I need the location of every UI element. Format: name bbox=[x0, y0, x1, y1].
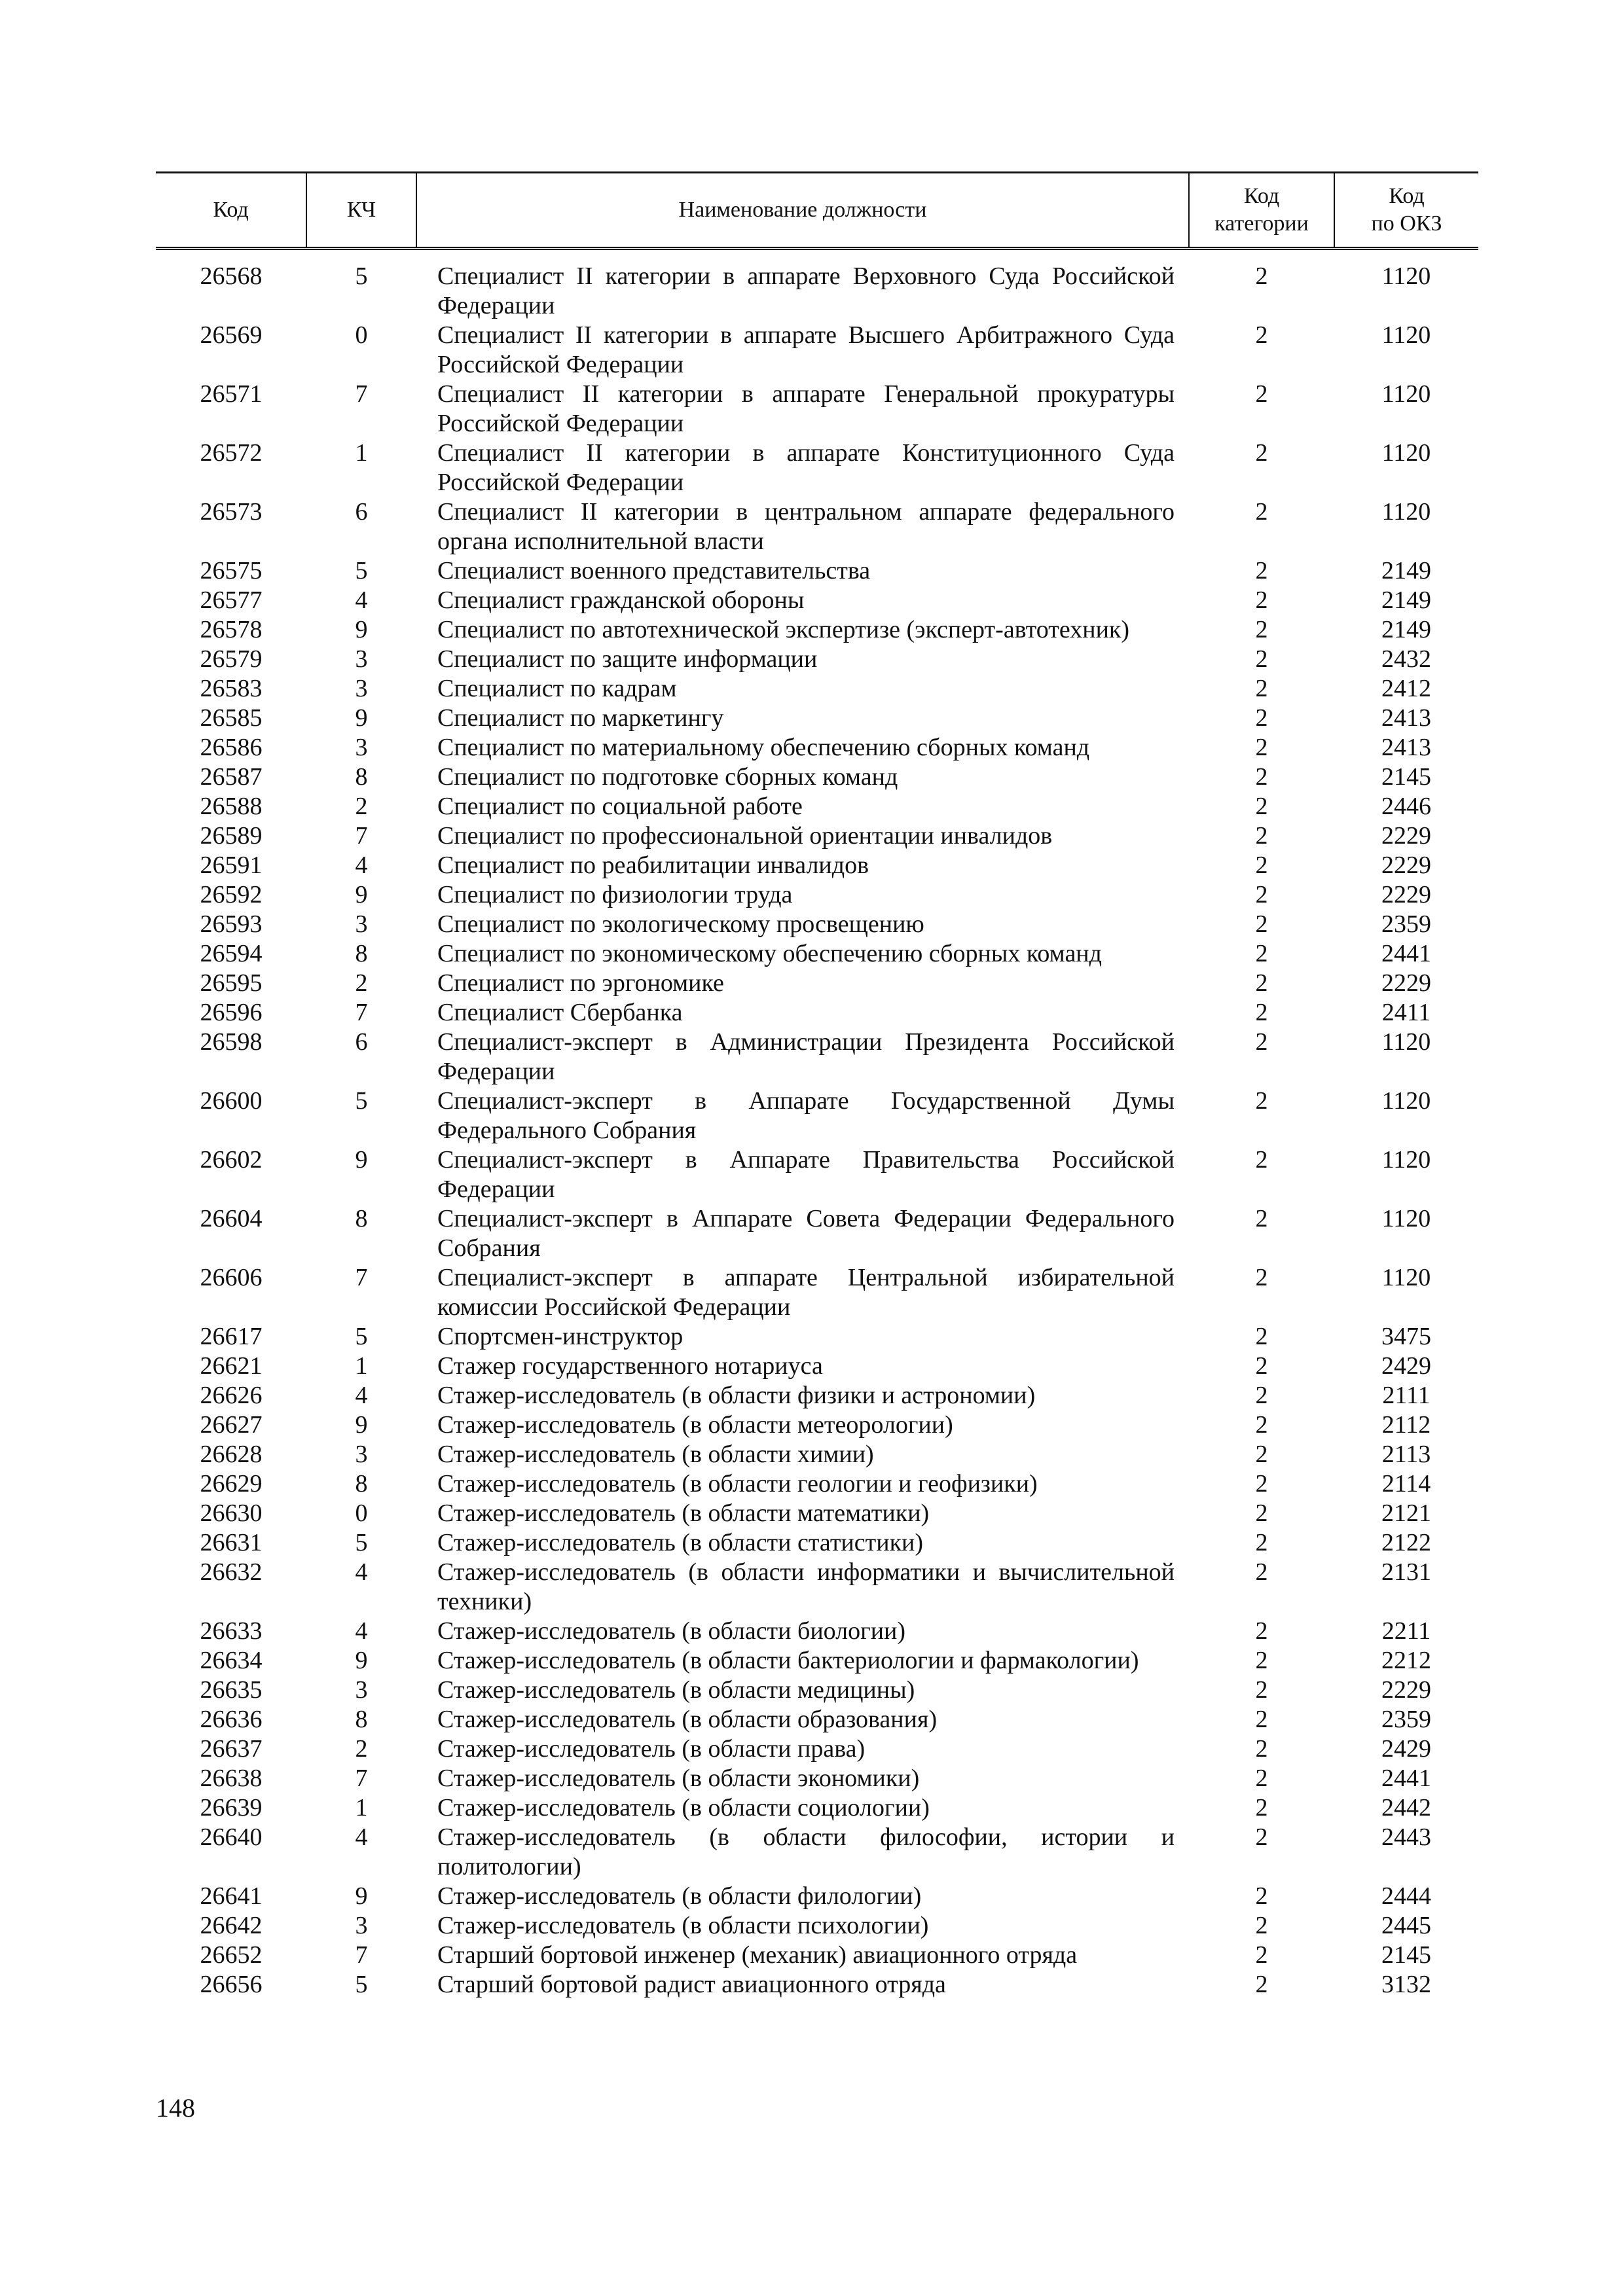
table-row bbox=[156, 1705, 1478, 1734]
cell-category: 2 bbox=[1255, 881, 1268, 908]
cell-code: 26641 bbox=[200, 1882, 263, 1910]
cell-position-name: Специалист II категории в аппарате Конституционного Суда Российской Федерации bbox=[437, 439, 1175, 496]
cell-position-name: Стажер государственного нотариуса bbox=[437, 1352, 823, 1380]
cell-code: 26630 bbox=[200, 1499, 263, 1527]
table-row bbox=[156, 1882, 1478, 1911]
positions-table bbox=[156, 171, 1478, 2000]
cell-position-name: Стажер-исследователь (в области социологии) bbox=[437, 1794, 930, 1821]
document-page bbox=[156, 171, 1478, 2000]
cell-kch: 8 bbox=[355, 1706, 368, 1733]
cell-position-name: Старший бортовой инженер (механик) авиационного отряда bbox=[437, 1941, 1078, 1969]
cell-kch: 4 bbox=[355, 1823, 368, 1851]
cell-kch: 1 bbox=[355, 439, 368, 467]
cell-category: 2 bbox=[1255, 675, 1268, 702]
table-row bbox=[156, 1204, 1478, 1263]
table-row bbox=[156, 1322, 1478, 1352]
table-row bbox=[156, 1617, 1478, 1646]
cell-position-name: Стажер-исследователь (в области права) bbox=[437, 1735, 866, 1763]
cell-category: 2 bbox=[1255, 557, 1268, 584]
cell-position-name: Стажер-исследователь (в области метеорологии) bbox=[437, 1411, 953, 1439]
table-row bbox=[156, 1823, 1478, 1882]
cell-okz: 2111 bbox=[1382, 1382, 1431, 1409]
cell-code: 26627 bbox=[200, 1411, 263, 1439]
table-row bbox=[156, 910, 1478, 939]
cell-position-name: Специалист-эксперт в Аппарате Государственной Думы Федерального Собрания bbox=[437, 1087, 1175, 1144]
cell-position-name: Стажер-исследователь (в области математики) bbox=[437, 1499, 930, 1527]
cell-okz: 2359 bbox=[1381, 910, 1431, 938]
cell-okz: 2413 bbox=[1381, 734, 1431, 761]
table-row bbox=[156, 1734, 1478, 1764]
cell-category: 2 bbox=[1255, 1529, 1268, 1556]
cell-code: 26626 bbox=[200, 1382, 263, 1409]
cell-okz: 1120 bbox=[1381, 1028, 1431, 1056]
cell-position-name: Специалист по профессиональной ориентации инвалидов bbox=[437, 822, 1053, 850]
table-row bbox=[156, 321, 1478, 380]
table-row bbox=[156, 1764, 1478, 1793]
cell-position-name: Стажер-исследователь (в области образования) bbox=[437, 1706, 938, 1733]
cell-code: 26568 bbox=[200, 262, 263, 290]
cell-position-name: Стажер-исследователь (в области экономики) bbox=[437, 1765, 920, 1792]
table-row bbox=[156, 645, 1478, 674]
cell-code: 26621 bbox=[200, 1352, 263, 1380]
cell-kch: 8 bbox=[355, 940, 368, 967]
cell-position-name: Специалист военного представительства bbox=[437, 557, 871, 584]
table-row bbox=[156, 1263, 1478, 1322]
cell-okz: 2441 bbox=[1381, 1765, 1431, 1792]
cell-code: 26575 bbox=[200, 557, 263, 584]
cell-position-name: Специалист-эксперт в Аппарате Совета Федерации Федерального Собрания bbox=[437, 1205, 1175, 1262]
cell-category: 2 bbox=[1255, 1706, 1268, 1733]
table-row bbox=[156, 704, 1478, 733]
cell-kch: 9 bbox=[355, 1146, 368, 1174]
cell-category: 2 bbox=[1255, 1676, 1268, 1704]
cell-category: 2 bbox=[1255, 1971, 1268, 1998]
table-row bbox=[156, 556, 1478, 586]
cell-code: 26583 bbox=[200, 675, 263, 702]
table-row bbox=[156, 1499, 1478, 1528]
cell-position-name: Специалист по подготовке сборных команд bbox=[437, 763, 898, 791]
cell-code: 26596 bbox=[200, 999, 263, 1026]
table-row bbox=[156, 1558, 1478, 1617]
cell-kch: 7 bbox=[355, 1264, 368, 1291]
cell-position-name: Специалист II категории в аппарате Генеральной прокуратуры Российской Федерации bbox=[437, 380, 1175, 437]
cell-okz: 2411 bbox=[1381, 999, 1431, 1026]
cell-position-name: Стажер-исследователь (в области медицины) bbox=[437, 1676, 915, 1704]
cell-category: 2 bbox=[1255, 380, 1268, 408]
cell-category: 2 bbox=[1255, 1470, 1268, 1498]
cell-position-name: Стажер-исследователь (в области геологии и геофизики) bbox=[437, 1470, 1038, 1498]
cell-position-name: Специалист по кадрам bbox=[437, 675, 677, 702]
cell-category: 2 bbox=[1255, 999, 1268, 1026]
cell-okz: 3132 bbox=[1381, 1971, 1431, 1998]
cell-okz: 2445 bbox=[1381, 1912, 1431, 1939]
header-okz: Код по ОКЗ bbox=[1334, 173, 1478, 249]
cell-position-name: Стажер-исследователь (в области биологии) bbox=[437, 1617, 906, 1645]
cell-okz: 2229 bbox=[1381, 881, 1431, 908]
cell-category: 2 bbox=[1255, 1146, 1268, 1174]
table-row bbox=[156, 586, 1478, 615]
cell-okz: 2229 bbox=[1381, 1676, 1431, 1704]
table-row bbox=[156, 939, 1478, 969]
cell-code: 26571 bbox=[200, 380, 263, 408]
cell-category: 2 bbox=[1255, 321, 1268, 349]
cell-okz: 2229 bbox=[1381, 852, 1431, 879]
cell-position-name: Специалист по экономическому обеспечению сборных команд bbox=[437, 940, 1102, 967]
table-row bbox=[156, 439, 1478, 497]
cell-category: 2 bbox=[1255, 1264, 1268, 1291]
cell-code: 26604 bbox=[200, 1205, 263, 1232]
cell-kch: 5 bbox=[355, 1087, 368, 1115]
cell-kch: 7 bbox=[355, 380, 368, 408]
cell-position-name: Стажер-исследователь (в области бактериологии и фармакологии) bbox=[437, 1647, 1139, 1674]
cell-category: 2 bbox=[1255, 616, 1268, 643]
cell-category: 2 bbox=[1255, 910, 1268, 938]
cell-kch: 5 bbox=[355, 262, 368, 290]
cell-code: 26589 bbox=[200, 822, 263, 850]
cell-position-name: Специалист по защите информации bbox=[437, 645, 818, 673]
cell-position-name: Специалист Сбербанка bbox=[437, 999, 683, 1026]
cell-code: 26631 bbox=[200, 1529, 263, 1556]
cell-okz: 2149 bbox=[1381, 557, 1431, 584]
table-row bbox=[156, 1440, 1478, 1469]
cell-code: 26585 bbox=[200, 704, 263, 732]
cell-category: 2 bbox=[1255, 1323, 1268, 1350]
cell-okz: 1120 bbox=[1381, 439, 1431, 467]
cell-code: 26579 bbox=[200, 645, 263, 673]
cell-okz: 2114 bbox=[1381, 1470, 1431, 1498]
cell-okz: 2429 bbox=[1381, 1735, 1431, 1763]
cell-code: 26586 bbox=[200, 734, 263, 761]
cell-okz: 2122 bbox=[1381, 1529, 1431, 1556]
cell-code: 26578 bbox=[200, 616, 263, 643]
cell-kch: 0 bbox=[355, 321, 368, 349]
cell-kch: 6 bbox=[355, 498, 368, 526]
cell-kch: 4 bbox=[355, 1617, 368, 1645]
cell-kch: 2 bbox=[355, 1735, 368, 1763]
cell-kch: 5 bbox=[355, 1323, 368, 1350]
cell-position-name: Специалист-эксперт в аппарате Центральной избирательной комиссии Российской Федерации bbox=[437, 1264, 1175, 1321]
cell-kch: 3 bbox=[355, 1676, 368, 1704]
cell-kch: 2 bbox=[355, 793, 368, 820]
cell-code: 26569 bbox=[200, 321, 263, 349]
cell-okz: 1120 bbox=[1381, 1205, 1431, 1232]
cell-code: 26592 bbox=[200, 881, 263, 908]
header-code: Код bbox=[156, 173, 306, 249]
cell-kch: 5 bbox=[355, 557, 368, 584]
cell-position-name: Специалист по социальной работе bbox=[437, 793, 803, 820]
cell-kch: 3 bbox=[355, 1912, 368, 1939]
table-row bbox=[156, 615, 1478, 645]
cell-code: 26588 bbox=[200, 793, 263, 820]
table-row bbox=[156, 1028, 1478, 1086]
cell-kch: 4 bbox=[355, 586, 368, 614]
cell-okz: 2359 bbox=[1381, 1706, 1431, 1733]
table-header bbox=[156, 173, 1478, 249]
cell-code: 26636 bbox=[200, 1706, 263, 1733]
cell-category: 2 bbox=[1255, 439, 1268, 467]
cell-kch: 8 bbox=[355, 1205, 368, 1232]
cell-okz: 3475 bbox=[1381, 1323, 1431, 1350]
table-row bbox=[156, 880, 1478, 910]
cell-position-name: Специалист по реабилитации инвалидов bbox=[437, 852, 869, 879]
cell-kch: 7 bbox=[355, 1765, 368, 1792]
cell-position-name: Специалист II категории в аппарате Верховного Суда Российской Федерации bbox=[437, 262, 1175, 319]
cell-kch: 2 bbox=[355, 969, 368, 997]
cell-code: 26628 bbox=[200, 1441, 263, 1468]
cell-okz: 2413 bbox=[1381, 704, 1431, 732]
cell-okz: 2441 bbox=[1381, 940, 1431, 967]
page-number: 148 bbox=[156, 2093, 195, 2123]
cell-category: 2 bbox=[1255, 1647, 1268, 1674]
cell-okz: 2442 bbox=[1381, 1794, 1431, 1821]
cell-kch: 9 bbox=[355, 704, 368, 732]
cell-category: 2 bbox=[1255, 1912, 1268, 1939]
cell-category: 2 bbox=[1255, 1558, 1268, 1586]
table-row bbox=[156, 792, 1478, 821]
cell-code: 26602 bbox=[200, 1146, 263, 1174]
cell-kch: 7 bbox=[355, 1941, 368, 1969]
cell-code: 26572 bbox=[200, 439, 263, 467]
cell-kch: 5 bbox=[355, 1529, 368, 1556]
table-row bbox=[156, 998, 1478, 1028]
cell-okz: 2432 bbox=[1381, 645, 1431, 673]
cell-okz: 2145 bbox=[1381, 763, 1431, 791]
cell-kch: 3 bbox=[355, 645, 368, 673]
cell-category: 2 bbox=[1255, 704, 1268, 732]
cell-position-name: Стажер-исследователь (в области химии) bbox=[437, 1441, 874, 1468]
table-row bbox=[156, 1941, 1478, 1970]
cell-okz: 1120 bbox=[1381, 321, 1431, 349]
table-row bbox=[156, 1970, 1478, 2000]
cell-category: 2 bbox=[1255, 1941, 1268, 1969]
cell-code: 26632 bbox=[200, 1558, 263, 1586]
cell-category: 2 bbox=[1255, 1735, 1268, 1763]
table-row bbox=[156, 1145, 1478, 1204]
cell-code: 26633 bbox=[200, 1617, 263, 1645]
table-row bbox=[156, 380, 1478, 439]
table-row bbox=[156, 249, 1478, 321]
cell-category: 2 bbox=[1255, 1205, 1268, 1232]
cell-position-name: Стажер-исследователь (в области статистики) bbox=[437, 1529, 924, 1556]
table-row bbox=[156, 674, 1478, 704]
cell-okz: 2444 bbox=[1381, 1882, 1431, 1910]
cell-category: 2 bbox=[1255, 1087, 1268, 1115]
cell-kch: 3 bbox=[355, 675, 368, 702]
cell-code: 26600 bbox=[200, 1087, 263, 1115]
cell-kch: 3 bbox=[355, 910, 368, 938]
table-row bbox=[156, 762, 1478, 792]
cell-okz: 2446 bbox=[1381, 793, 1431, 820]
table-row bbox=[156, 1086, 1478, 1145]
cell-okz: 2112 bbox=[1381, 1411, 1431, 1439]
cell-category: 2 bbox=[1255, 1882, 1268, 1910]
cell-okz: 2443 bbox=[1381, 1823, 1431, 1851]
table-row bbox=[156, 1911, 1478, 1941]
cell-kch: 1 bbox=[355, 1352, 368, 1380]
cell-kch: 1 bbox=[355, 1794, 368, 1821]
table-row bbox=[156, 1469, 1478, 1499]
cell-code: 26591 bbox=[200, 852, 263, 879]
cell-kch: 3 bbox=[355, 734, 368, 761]
cell-position-name: Специалист II категории в аппарате Высшего Арбитражного Суда Российской Федерации bbox=[437, 321, 1175, 378]
cell-kch: 8 bbox=[355, 763, 368, 791]
cell-position-name: Стажер-исследователь (в области физики и астрономии) bbox=[437, 1382, 1036, 1409]
cell-okz: 1120 bbox=[1381, 1264, 1431, 1291]
table-row bbox=[156, 969, 1478, 998]
header-kch: КЧ bbox=[306, 173, 416, 249]
table-row bbox=[156, 733, 1478, 762]
cell-code: 26635 bbox=[200, 1676, 263, 1704]
cell-okz: 2131 bbox=[1381, 1558, 1431, 1586]
cell-kch: 0 bbox=[355, 1499, 368, 1527]
cell-code: 26598 bbox=[200, 1028, 263, 1056]
cell-code: 26587 bbox=[200, 763, 263, 791]
cell-okz: 1120 bbox=[1381, 262, 1431, 290]
cell-okz: 1120 bbox=[1381, 1146, 1431, 1174]
cell-code: 26606 bbox=[200, 1264, 263, 1291]
cell-code: 26629 bbox=[200, 1470, 263, 1498]
header-name: Наименование должности bbox=[416, 173, 1189, 249]
cell-position-name: Специалист по физиологии труда bbox=[437, 881, 793, 908]
cell-position-name: Специалист гражданской обороны bbox=[437, 586, 805, 614]
table-body bbox=[156, 249, 1478, 2000]
cell-okz: 2229 bbox=[1381, 822, 1431, 850]
cell-kch: 8 bbox=[355, 1470, 368, 1498]
cell-code: 26640 bbox=[200, 1823, 263, 1851]
cell-okz: 1120 bbox=[1381, 498, 1431, 526]
cell-position-name: Специалист II категории в центральном аппарате федерального органа исполнительной власти bbox=[437, 498, 1175, 555]
table-row bbox=[156, 1793, 1478, 1823]
cell-okz: 2229 bbox=[1381, 969, 1431, 997]
cell-category: 2 bbox=[1255, 852, 1268, 879]
cell-kch: 9 bbox=[355, 1411, 368, 1439]
cell-code: 26594 bbox=[200, 940, 263, 967]
cell-position-name: Стажер-исследователь (в области филологии) bbox=[437, 1882, 922, 1910]
cell-category: 2 bbox=[1255, 1765, 1268, 1792]
cell-category: 2 bbox=[1255, 645, 1268, 673]
table-row bbox=[156, 497, 1478, 556]
table-row bbox=[156, 1646, 1478, 1676]
cell-category: 2 bbox=[1255, 1352, 1268, 1380]
cell-category: 2 bbox=[1255, 1441, 1268, 1468]
cell-category: 2 bbox=[1255, 1617, 1268, 1645]
cell-category: 2 bbox=[1255, 1382, 1268, 1409]
cell-kch: 4 bbox=[355, 1558, 368, 1586]
cell-category: 2 bbox=[1255, 1499, 1268, 1527]
cell-category: 2 bbox=[1255, 1411, 1268, 1439]
cell-code: 26638 bbox=[200, 1765, 263, 1792]
cell-kch: 9 bbox=[355, 1647, 368, 1674]
cell-kch: 6 bbox=[355, 1028, 368, 1056]
cell-kch: 5 bbox=[355, 1971, 368, 1998]
cell-category: 2 bbox=[1255, 1028, 1268, 1056]
table-row bbox=[156, 1528, 1478, 1558]
cell-kch: 7 bbox=[355, 822, 368, 850]
cell-category: 2 bbox=[1255, 1794, 1268, 1821]
cell-okz: 2212 bbox=[1381, 1647, 1431, 1674]
cell-category: 2 bbox=[1255, 969, 1268, 997]
cell-code: 26642 bbox=[200, 1912, 263, 1939]
cell-okz: 2149 bbox=[1381, 586, 1431, 614]
table-row bbox=[156, 1410, 1478, 1440]
cell-kch: 3 bbox=[355, 1441, 368, 1468]
cell-kch: 9 bbox=[355, 616, 368, 643]
table-row bbox=[156, 1381, 1478, 1410]
table-row bbox=[156, 821, 1478, 851]
cell-category: 2 bbox=[1255, 734, 1268, 761]
table-row bbox=[156, 851, 1478, 880]
cell-okz: 2113 bbox=[1381, 1441, 1431, 1468]
cell-position-name: Стажер-исследователь (в области информатики и вычислительной техники) bbox=[437, 1558, 1175, 1615]
cell-kch: 9 bbox=[355, 881, 368, 908]
cell-okz: 1120 bbox=[1381, 1087, 1431, 1115]
cell-position-name: Спортсмен-инструктор bbox=[437, 1323, 684, 1350]
cell-code: 26573 bbox=[200, 498, 263, 526]
cell-code: 26652 bbox=[200, 1941, 263, 1969]
cell-category: 2 bbox=[1255, 1823, 1268, 1851]
cell-position-name: Стажер-исследователь (в области философии, истории и политологии) bbox=[437, 1823, 1175, 1880]
cell-position-name: Специалист по автотехнической экспертизе (эксперт-автотехник) bbox=[437, 616, 1130, 643]
cell-position-name: Специалист-эксперт в Аппарате Правительства Российской Федерации bbox=[437, 1146, 1175, 1203]
cell-code: 26637 bbox=[200, 1735, 263, 1763]
cell-code: 26634 bbox=[200, 1647, 263, 1674]
cell-okz: 2429 bbox=[1381, 1352, 1431, 1380]
cell-code: 26639 bbox=[200, 1794, 263, 1821]
cell-category: 2 bbox=[1255, 586, 1268, 614]
cell-kch: 4 bbox=[355, 1382, 368, 1409]
cell-category: 2 bbox=[1255, 822, 1268, 850]
cell-kch: 4 bbox=[355, 852, 368, 879]
cell-code: 26577 bbox=[200, 586, 263, 614]
cell-okz: 2121 bbox=[1381, 1499, 1431, 1527]
table-row bbox=[156, 1352, 1478, 1381]
cell-okz: 1120 bbox=[1381, 380, 1431, 408]
cell-position-name: Специалист по экологическому просвещению bbox=[437, 910, 924, 938]
table-row bbox=[156, 1676, 1478, 1705]
cell-okz: 2145 bbox=[1381, 1941, 1431, 1969]
cell-position-name: Старший бортовой радист авиационного отряда bbox=[437, 1971, 946, 1998]
cell-code: 26656 bbox=[200, 1971, 263, 1998]
cell-position-name: Специалист по маркетингу bbox=[437, 704, 724, 732]
cell-code: 26595 bbox=[200, 969, 263, 997]
cell-category: 2 bbox=[1255, 498, 1268, 526]
cell-code: 26593 bbox=[200, 910, 263, 938]
cell-okz: 2211 bbox=[1381, 1617, 1431, 1645]
cell-category: 2 bbox=[1255, 262, 1268, 290]
cell-okz: 2412 bbox=[1381, 675, 1431, 702]
cell-kch: 9 bbox=[355, 1882, 368, 1910]
cell-category: 2 bbox=[1255, 763, 1268, 791]
cell-code: 26617 bbox=[200, 1323, 263, 1350]
cell-category: 2 bbox=[1255, 793, 1268, 820]
cell-position-name: Специалист по эргономике bbox=[437, 969, 724, 997]
cell-position-name: Специалист по материальному обеспечению сборных команд bbox=[437, 734, 1090, 761]
cell-okz: 2149 bbox=[1381, 616, 1431, 643]
header-category: Код категории bbox=[1189, 173, 1334, 249]
cell-kch: 7 bbox=[355, 999, 368, 1026]
cell-position-name: Специалист-эксперт в Администрации Президента Российской Федерации bbox=[437, 1028, 1175, 1085]
cell-position-name: Стажер-исследователь (в области психологии) bbox=[437, 1912, 929, 1939]
cell-category: 2 bbox=[1255, 940, 1268, 967]
